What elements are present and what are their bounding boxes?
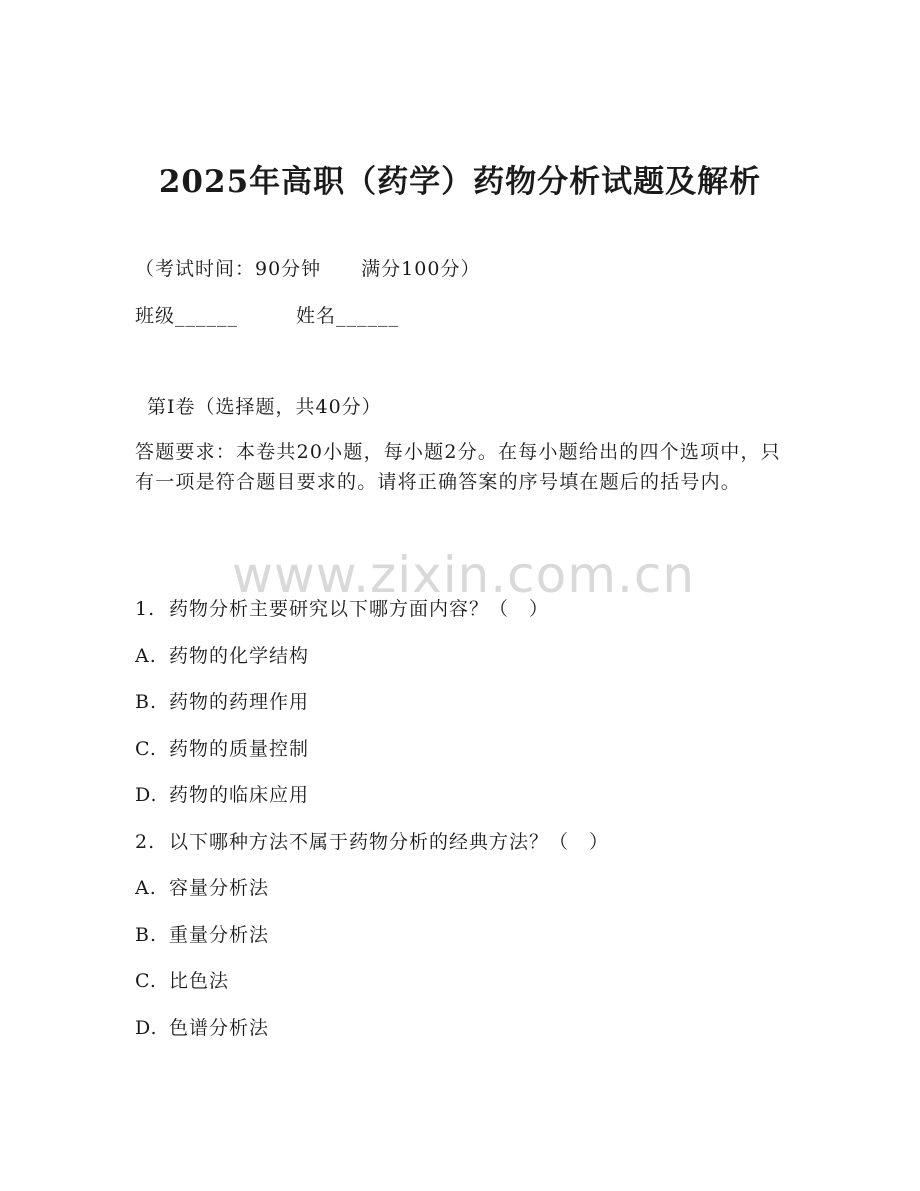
document-title: 2025年高职（药学）药物分析试题及解析 <box>158 164 762 200</box>
option-letter: D. <box>135 1017 158 1039</box>
question-2-option-d <box>135 1013 269 1040</box>
question-2 <box>135 827 609 854</box>
option-text: 药物的临床应用 <box>169 784 310 806</box>
option-text: 容量分析法 <box>169 877 270 899</box>
section-title: 第I卷（选择题，共40分） <box>147 396 382 418</box>
question-1-option-b <box>135 687 309 714</box>
watermark: www.zixin.com.cn <box>232 546 696 604</box>
question-1-option-c <box>135 734 309 761</box>
question-1 <box>135 594 549 621</box>
question-number: 2. <box>135 831 156 853</box>
question-1-option-a <box>135 641 309 668</box>
question-number: 1. <box>135 598 156 620</box>
question-2-option-a <box>135 873 269 900</box>
option-text: 色谱分析法 <box>169 1017 270 1039</box>
exam-info: （考试时间：90分钟 满分100分） <box>135 258 481 280</box>
option-text: 药物的质量控制 <box>169 738 310 760</box>
option-letter: C. <box>135 970 157 992</box>
option-text: 重量分析法 <box>169 924 270 946</box>
option-letter: A. <box>135 645 157 667</box>
option-text: 比色法 <box>169 970 230 992</box>
option-letter: A. <box>135 877 157 899</box>
question-2-option-c <box>135 966 229 993</box>
option-letter: C. <box>135 738 157 760</box>
option-letter: B. <box>135 691 158 713</box>
question-text: 以下哪种方法不属于药物分析的经典方法？（ ） <box>169 831 610 853</box>
question-text: 药物分析主要研究以下哪方面内容？（ ） <box>169 598 550 620</box>
option-letter: D. <box>135 784 158 806</box>
question-2-option-b <box>135 920 269 947</box>
student-info-line <box>135 301 399 328</box>
name-field-label: 姓名______ <box>296 305 400 327</box>
answer-instructions: 答题要求：本卷共20小题，每小题2分。在每小题给出的四个选项中，只有一项是符合题目要求的。请将正确答案的序号填在题后的括号内。 <box>135 441 781 493</box>
option-letter: B. <box>135 924 158 946</box>
question-1-option-d <box>135 780 309 807</box>
class-field-label: 班级______ <box>135 305 239 327</box>
option-text: 药物的药理作用 <box>169 691 310 713</box>
option-text: 药物的化学结构 <box>169 645 310 667</box>
